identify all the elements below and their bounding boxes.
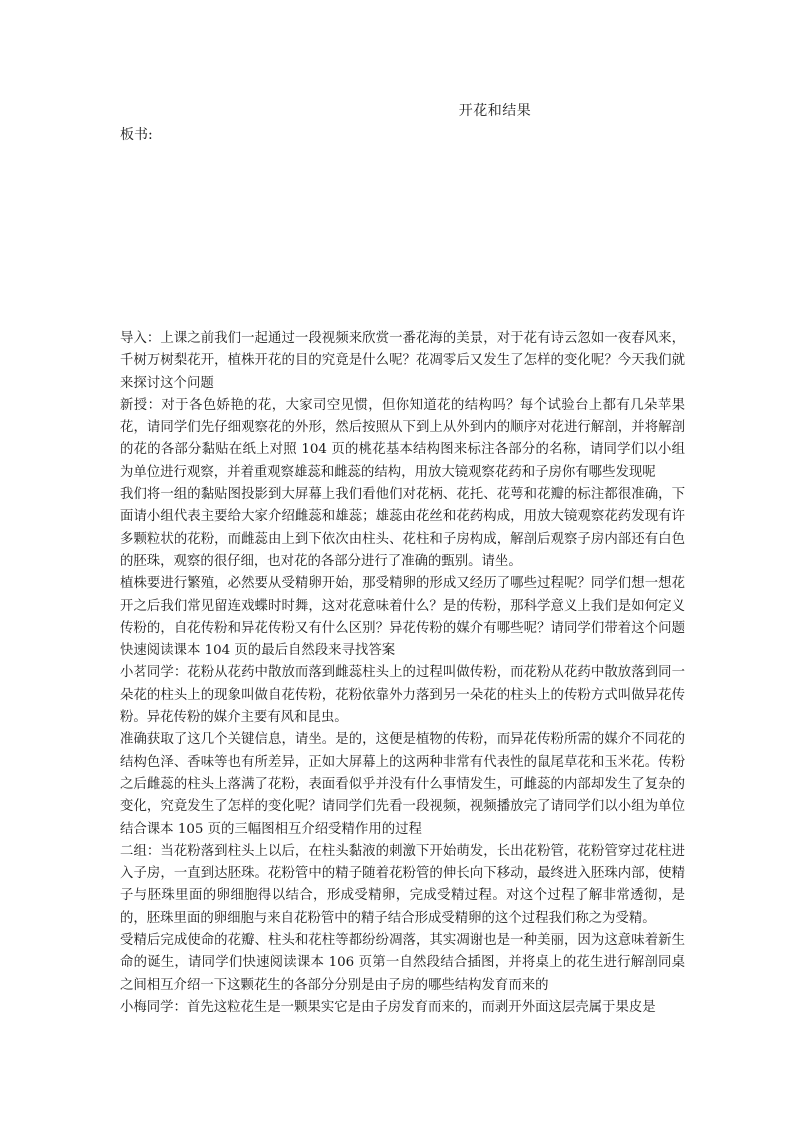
- paragraph-student-xiaoming: 小茗同学：花粉从花药中散放而落到雌蕊柱头上的过程叫做传粉，而花粉从花药中散放落到同一朵花的柱头上的现象叫做自花传粉，花粉依靠外力落到另一朵花的柱头上的传粉方式叫做异花传粉。异花传粉的媒介主要有风和昆虫。: [120, 665, 685, 726]
- paragraph-intro: 导入：上课之前我们一起通过一段视频来欣赏一番花海的美景，对于花有诗云忽如一夜春风来，千树万树梨花开，植株开花的目的究竟是什么呢？花凋零后又发生了怎样的变化呢？今天我们就来探讨这个问题: [120, 331, 685, 391]
- paragraph-projection: 我们将一组的黏贴图投影到大屏幕上我们看他们对花柄、花托、花萼和花瓣的标注都很准确，下面请小组代表主要给大家介绍雌蕊和雄蕊；雄蕊由花丝和花药构成，用放大镜观察花药发现有许多颗粒状的花粉，而雌蕊由上到下依次由柱头、花柱和子房构成，解剖后观察子房内部还有白色的胚珠，观察的很仔细，也对花的各部分进行了准确的甄别。请坐。: [120, 487, 685, 569]
- lesson-body: [120, 328, 685, 1019]
- paragraph-new-lesson: 新授：对于各色娇艳的花，大家司空见惯，但你知道花的结构吗？每个试验台上都有几朵苹果花，请同学们先仔细观察花的外形，然后按照从下到上从外到内的顺序对花进行解剖，并将解剖的花的各部分黏贴在纸上对照 104 页的桃花基本结构图来标注各部分的名称，请同学们以小组为单位进行观察，并着重观察雄蕊和雌蕊的结构，用放大镜观察花药和子房你有哪些发现呢: [120, 397, 685, 480]
- paragraph-pollination-question: 植株要进行繁殖，必然要从受精卵开始，那受精卵的形成又经历了哪些过程呢？同学们想一想花开之后我们常见留连戏蝶时时舞，这对花意味着什么？是的传粉，那科学意义上我们是如何定义传粉的，自花传粉和异花传粉又有什么区别？异花传粉的媒介有哪些呢？请同学们带着这个问题快速阅读课本 104 页的最后自然段来寻找答案: [120, 576, 685, 659]
- paragraph-group-two: 二组：当花粉落到柱头上以后，在柱头黏液的刺激下开始萌发，长出花粉管，花粉管穿过花柱进入子房，一直到达胚珠。花粉管中的精子随着花粉管的伸长向下移动，最终进入胚珠内部，使精子与胚珠里面的卵细胞得以结合，形成受精卵，完成受精过程。对这个过程了解非常透彻，是的，胚珠里面的卵细胞与来自花粉管中的精子结合形成受精卵的这个过程我们称之为受精。: [120, 843, 685, 926]
- page-title: 开花和结果: [458, 103, 532, 119]
- paragraph-student-xiaomei: 小梅同学：首先这粒花生是一颗果实它是由子房发育而来的，而剥开外面这层壳属于果皮是: [120, 999, 656, 1015]
- paragraph-pollination-summary: 准确获取了这几个关键信息，请坐。是的，这便是植物的传粉，而异花传粉所需的媒介不同花的结构色泽、香味等也有所差异，正如大屏幕上的这两种非常有代表性的鼠尾草花和玉米花。传粉之后雌蕊的柱头上落满了花粉，表面看似乎并没有什么事情发生，可雌蕊的内部却发生了复杂的变化，究竟发生了怎样的变化呢？请同学们先看一段视频，视频播放完了请同学们以小组为单位结合课本 105 页的三幅图相互介绍受精作用的过程: [120, 732, 685, 837]
- paragraph-after-fertilization: 受精后完成使命的花瓣、柱头和花柱等都纷纷凋落，其实凋谢也是一种美丽，因为这意味着新生命的诞生，请同学们快速阅读课本 106 页第一自然段结合插图，并将桌上的花生进行解剖同桌之间相互介绍一下这颗花生的各部分分别是由子房的哪些结构发育而来的: [120, 933, 685, 993]
- board-label: 板书:: [120, 127, 153, 143]
